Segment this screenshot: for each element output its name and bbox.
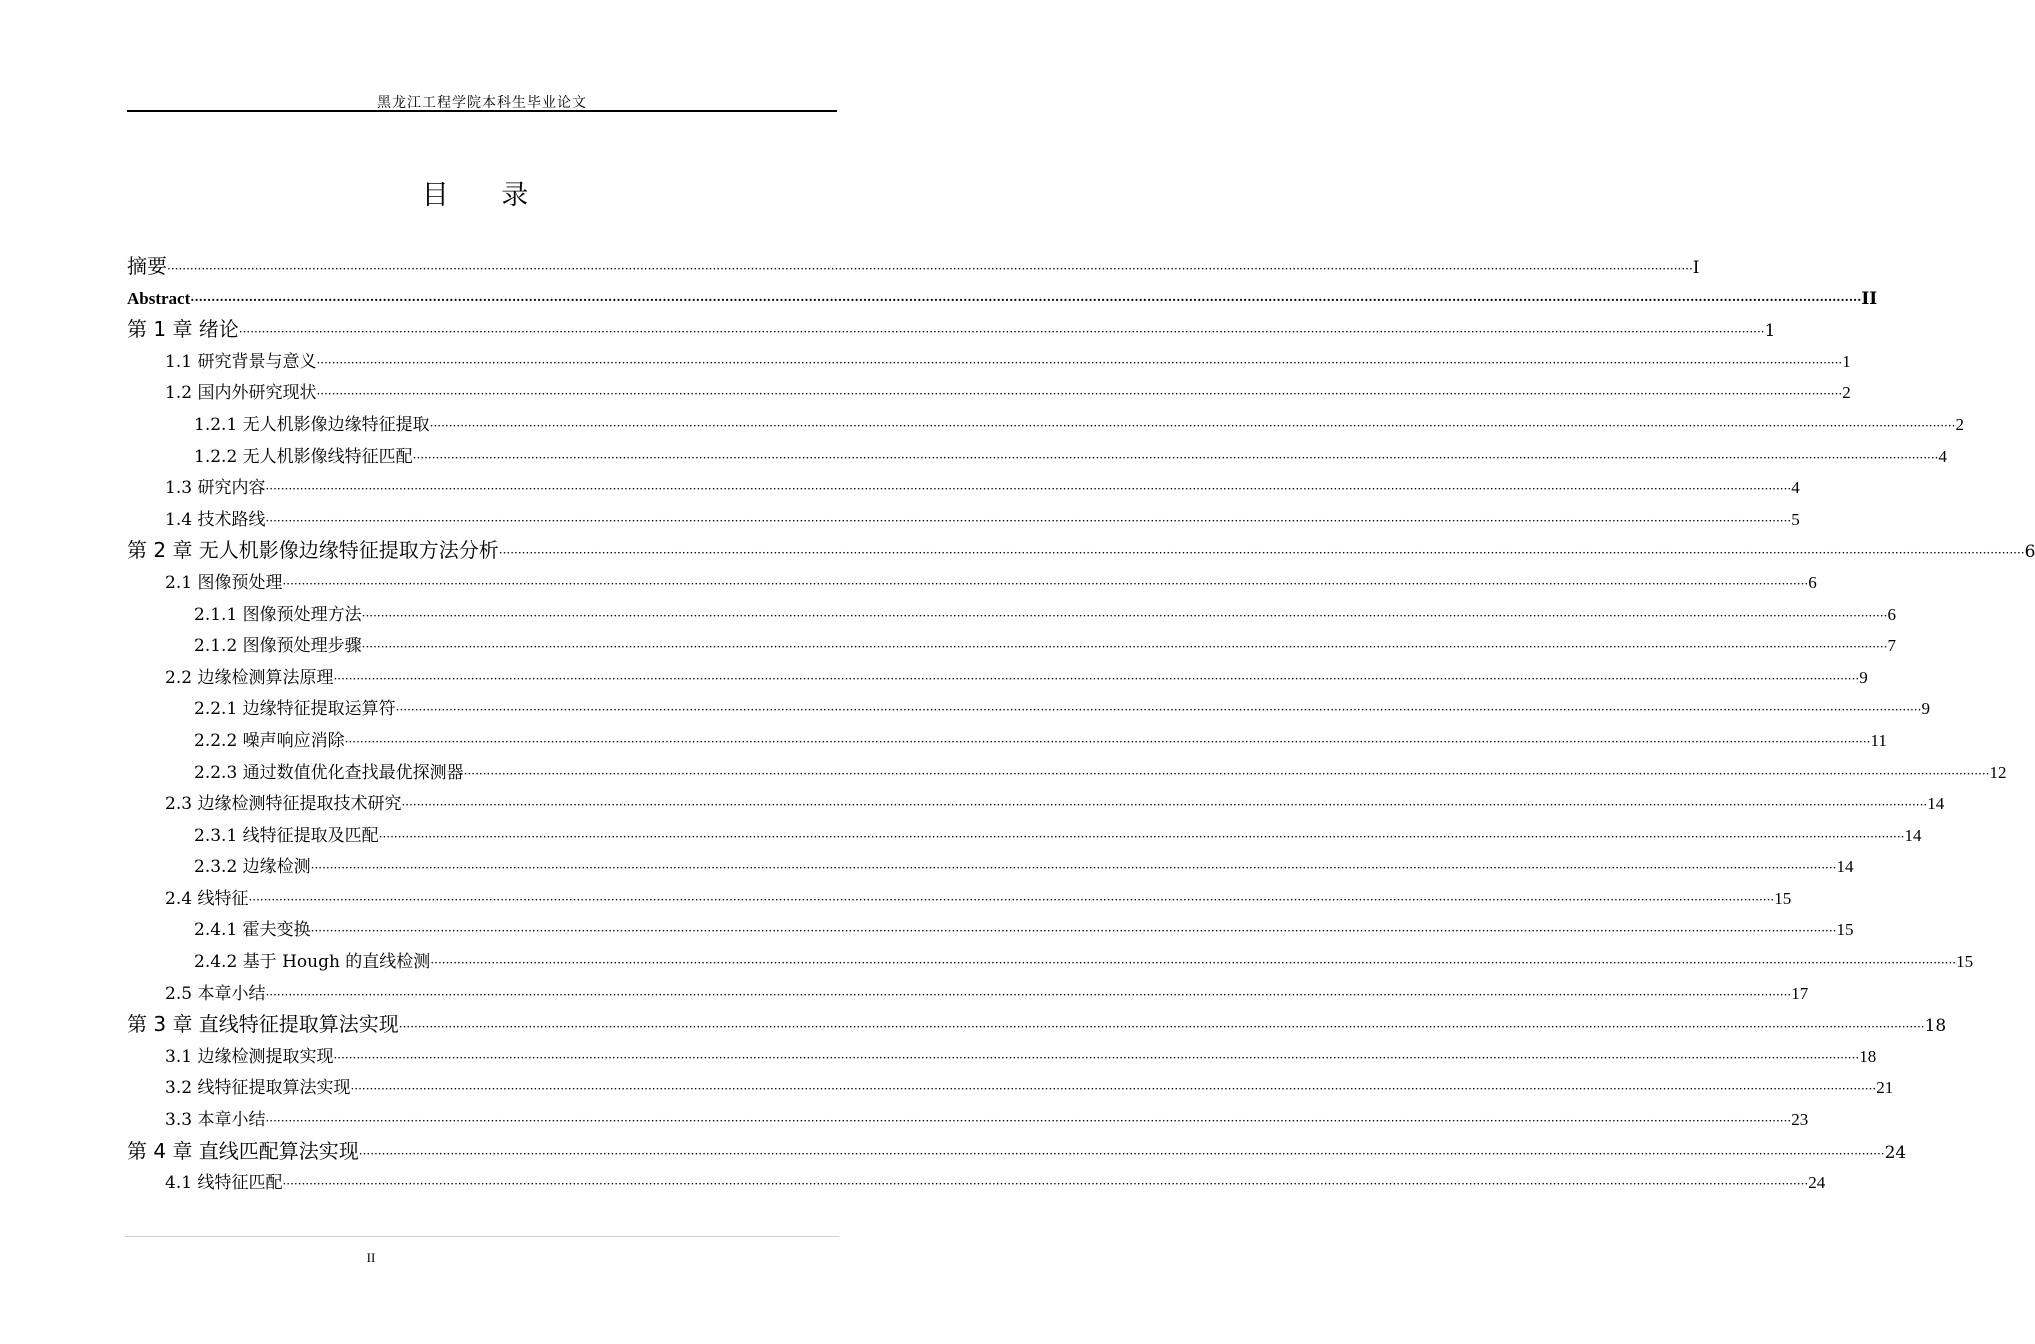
toc-entry[interactable] bbox=[127, 1072, 1894, 1104]
toc-entry-page-number: 17 bbox=[1791, 983, 1809, 1003]
toc-entry[interactable] bbox=[127, 946, 1974, 978]
dot-leader: ················································································································································································································································································································································································································ bbox=[316, 387, 1843, 402]
header-rule bbox=[127, 110, 837, 112]
toc-entry[interactable] bbox=[127, 1167, 1826, 1199]
toc-entry-page-number: 2 bbox=[1955, 414, 1964, 434]
toc-entry[interactable] bbox=[127, 1104, 1809, 1136]
toc-entry[interactable] bbox=[127, 820, 1922, 852]
toc-entry[interactable] bbox=[127, 788, 1945, 820]
toc-entry-page-number: 14 bbox=[1904, 825, 1922, 845]
toc-entry-page-number: 14 bbox=[1927, 794, 1945, 814]
toc-entry[interactable] bbox=[127, 662, 1868, 694]
toc-entry-title: 3.3 本章小结 bbox=[165, 1110, 266, 1131]
toc-entry-page-number: 9 bbox=[1859, 667, 1868, 687]
toc-entry-title: 2.3.2 边缘检测 bbox=[194, 857, 311, 878]
toc-entry-title: 1.3 研究内容 bbox=[165, 478, 266, 499]
toc-entry-title: 3.1 边缘检测提取实现 bbox=[165, 1046, 334, 1067]
toc-entry[interactable] bbox=[127, 1009, 1947, 1041]
toc-entry-page-number: 11 bbox=[1870, 730, 1887, 750]
toc-entry-page-number: 14 bbox=[1836, 857, 1854, 877]
page-number: II bbox=[366, 1250, 376, 1265]
dot-leader: ················································································································································································································································································································································································································ bbox=[344, 734, 1871, 749]
dot-leader: ················································································································································································································································································································································································································ bbox=[498, 546, 2025, 561]
toc-entry-title: 2.3 边缘检测特征提取技术研究 bbox=[165, 794, 402, 815]
toc-entry-page-number: 2 bbox=[1842, 383, 1851, 403]
table-of-contents bbox=[127, 251, 2035, 1199]
footer-rule bbox=[125, 1236, 839, 1237]
toc-entry-title: Abstract bbox=[127, 288, 191, 308]
dot-leader: ················································································································································································································································································································································································································ bbox=[265, 987, 1792, 1002]
dot-leader: ················································································································································································································································································································································································································ bbox=[333, 671, 1860, 686]
toc-entry[interactable] bbox=[127, 914, 1854, 946]
dot-leader: ················································································································································································································································································································································································································ bbox=[358, 1146, 1885, 1161]
toc-entry[interactable] bbox=[127, 567, 1817, 599]
toc-entry[interactable] bbox=[127, 693, 1930, 725]
toc-entry-title: 2.4.2 基于 Hough 的直线检测 bbox=[194, 952, 431, 973]
toc-entry-title: 摘要 bbox=[127, 254, 167, 278]
dot-leader: ················································································································································································································································································································································································································ bbox=[167, 262, 1693, 276]
dot-leader: ················································································································································································································································································································································································································ bbox=[412, 450, 1939, 465]
toc-entry-page-number: 18 bbox=[1924, 1016, 1947, 1037]
toc-entry-page-number: II bbox=[1861, 288, 1878, 309]
running-header: 黑龙江工程学院本科生毕业论文 bbox=[377, 95, 587, 111]
toc-entry[interactable] bbox=[127, 599, 1896, 631]
toc-entry-title: 第 1 章 绪论 bbox=[127, 317, 239, 342]
toc-entry-page-number: 12 bbox=[1989, 762, 2007, 782]
toc-entry-page-number: 18 bbox=[1859, 1046, 1877, 1066]
toc-entry-title: 1.2 国内外研究现状 bbox=[165, 383, 317, 404]
dot-leader: ················································································································································································································································································································································································································ bbox=[429, 418, 1956, 433]
toc-entry-title: 第 2 章 无人机影像边缘特征提取方法分析 bbox=[127, 538, 499, 563]
dot-leader: ················································································································································································································································································································································································································ bbox=[265, 482, 1792, 497]
toc-entry[interactable] bbox=[127, 314, 1776, 346]
toc-entry[interactable] bbox=[127, 251, 1700, 283]
toc-entry[interactable] bbox=[127, 630, 1896, 662]
toc-entry-title: 2.2.2 噪声响应消除 bbox=[194, 730, 345, 751]
toc-entry-page-number: I bbox=[1692, 258, 1700, 278]
toc-entry-title: 2.2 边缘检测算法原理 bbox=[165, 667, 334, 688]
toc-entry[interactable] bbox=[127, 1041, 1877, 1073]
toc-entry[interactable] bbox=[127, 535, 2035, 567]
toc-entry-page-number: 7 bbox=[1887, 636, 1896, 656]
dot-leader: ················································································································································································································································································································································································································ bbox=[430, 956, 1957, 971]
toc-entry-title: 第 3 章 直线特征提取算法实现 bbox=[127, 1012, 399, 1037]
toc-entry[interactable] bbox=[127, 851, 1854, 883]
dot-leader: ················································································································································································································································································································································································································ bbox=[310, 924, 1837, 939]
dot-leader: ················································································································································································································································································································································································································ bbox=[398, 1020, 1925, 1035]
dot-leader: ················································································································································································································································································································································································································ bbox=[333, 1050, 1860, 1065]
toc-entry-title: 2.1 图像预处理 bbox=[165, 572, 283, 593]
toc-entry-title: 2.2.1 边缘特征提取运算符 bbox=[194, 699, 396, 720]
toc-entry[interactable] bbox=[127, 725, 1887, 757]
toc-entry[interactable] bbox=[127, 346, 1851, 378]
toc-entry-page-number: 24 bbox=[1808, 1173, 1826, 1193]
toc-entry[interactable] bbox=[127, 504, 1800, 536]
toc-entry-title: 4.1 线特征匹配 bbox=[165, 1173, 283, 1194]
toc-entry-title: 第 4 章 直线匹配算法实现 bbox=[127, 1138, 359, 1163]
toc-entry-title: 1.4 技术路线 bbox=[165, 509, 266, 530]
dot-leader: ················································································································································································································································································································································································································ bbox=[395, 703, 1922, 718]
toc-entry-title: 3.2 线特征提取算法实现 bbox=[165, 1078, 351, 1099]
toc-entry-page-number: 15 bbox=[1774, 888, 1792, 908]
dot-leader: ················································································································································································································································································································································································································ bbox=[265, 1114, 1792, 1129]
dot-leader: ················································································································································································································································································································································································································ bbox=[282, 1177, 1809, 1192]
dot-leader: ················································································································································································································································································································································································································ bbox=[190, 292, 1862, 307]
toc-title: 目 录 bbox=[421, 180, 551, 211]
toc-entry-page-number: 4 bbox=[1938, 446, 1947, 466]
toc-entry[interactable] bbox=[127, 283, 1878, 315]
dot-leader: ················································································································································································································································································································································································································ bbox=[463, 766, 1990, 781]
dot-leader: ················································································································································································································································································································································································································ bbox=[401, 798, 1928, 813]
dot-leader: ················································································································································································································································································································································································································ bbox=[282, 576, 1809, 591]
toc-entry-page-number: 9 bbox=[1921, 699, 1930, 719]
dot-leader: ················································································································································································································································································································································································································ bbox=[248, 892, 1775, 907]
toc-entry[interactable] bbox=[127, 1136, 1907, 1168]
toc-entry[interactable] bbox=[127, 441, 1947, 473]
toc-entry-title: 2.4 线特征 bbox=[165, 888, 249, 909]
toc-entry[interactable] bbox=[127, 978, 1809, 1010]
toc-entry[interactable] bbox=[127, 472, 1800, 504]
toc-entry-page-number: 5 bbox=[1791, 509, 1800, 529]
toc-entry-title: 2.1.2 图像预处理步骤 bbox=[194, 636, 362, 657]
toc-entry-title: 2.3.1 线特征提取及匹配 bbox=[194, 825, 379, 846]
toc-entry-page-number: 6 bbox=[1808, 572, 1817, 592]
toc-entry-title: 2.1.1 图像预处理方法 bbox=[194, 604, 362, 625]
toc-entry-page-number: 6 bbox=[1887, 604, 1896, 624]
toc-entry-page-number: 4 bbox=[1791, 478, 1800, 498]
toc-entry-page-number: 1 bbox=[1842, 351, 1851, 371]
toc-entry-page-number: 15 bbox=[1956, 952, 1974, 972]
toc-entry-page-number: 21 bbox=[1876, 1078, 1894, 1098]
toc-entry-title: 2.2.3 通过数值优化查找最优探测器 bbox=[194, 762, 464, 783]
toc-entry-title: 1.2.2 无人机影像线特征匹配 bbox=[194, 446, 413, 467]
toc-entry[interactable] bbox=[127, 757, 2007, 789]
toc-entry-title: 2.5 本章小结 bbox=[165, 983, 266, 1004]
toc-entry-page-number: 1 bbox=[1764, 321, 1776, 342]
dot-leader: ················································································································································································································································································································································································································ bbox=[361, 608, 1888, 623]
toc-entry-title: 1.2.1 无人机影像边缘特征提取 bbox=[194, 414, 430, 435]
toc-entry-page-number: 24 bbox=[1884, 1142, 1907, 1163]
dot-leader: ················································································································································································································································································································································································································ bbox=[378, 829, 1905, 844]
toc-entry-page-number: 23 bbox=[1791, 1110, 1809, 1130]
dot-leader: ················································································································································································································································································································································································································ bbox=[238, 325, 1765, 340]
toc-entry-title: 1.1 研究背景与意义 bbox=[165, 351, 317, 372]
toc-entry-page-number: 15 bbox=[1836, 920, 1854, 940]
dot-leader: ················································································································································································································································································································································································································ bbox=[265, 513, 1792, 528]
toc-entry[interactable] bbox=[127, 883, 1792, 915]
toc-entry-title: 2.4.1 霍夫变换 bbox=[194, 920, 311, 941]
toc-entry-page-number: 6 bbox=[2024, 542, 2035, 563]
dot-leader: ················································································································································································································································································································································································································ bbox=[316, 355, 1843, 370]
dot-leader: ················································································································································································································································································································································································································ bbox=[310, 861, 1837, 876]
dot-leader: ················································································································································································································································································································································································································ bbox=[350, 1082, 1877, 1097]
toc-entry[interactable] bbox=[127, 409, 1964, 441]
dot-leader: ················································································································································································································································································································································································································ bbox=[361, 640, 1888, 655]
toc-entry[interactable] bbox=[127, 377, 1851, 409]
